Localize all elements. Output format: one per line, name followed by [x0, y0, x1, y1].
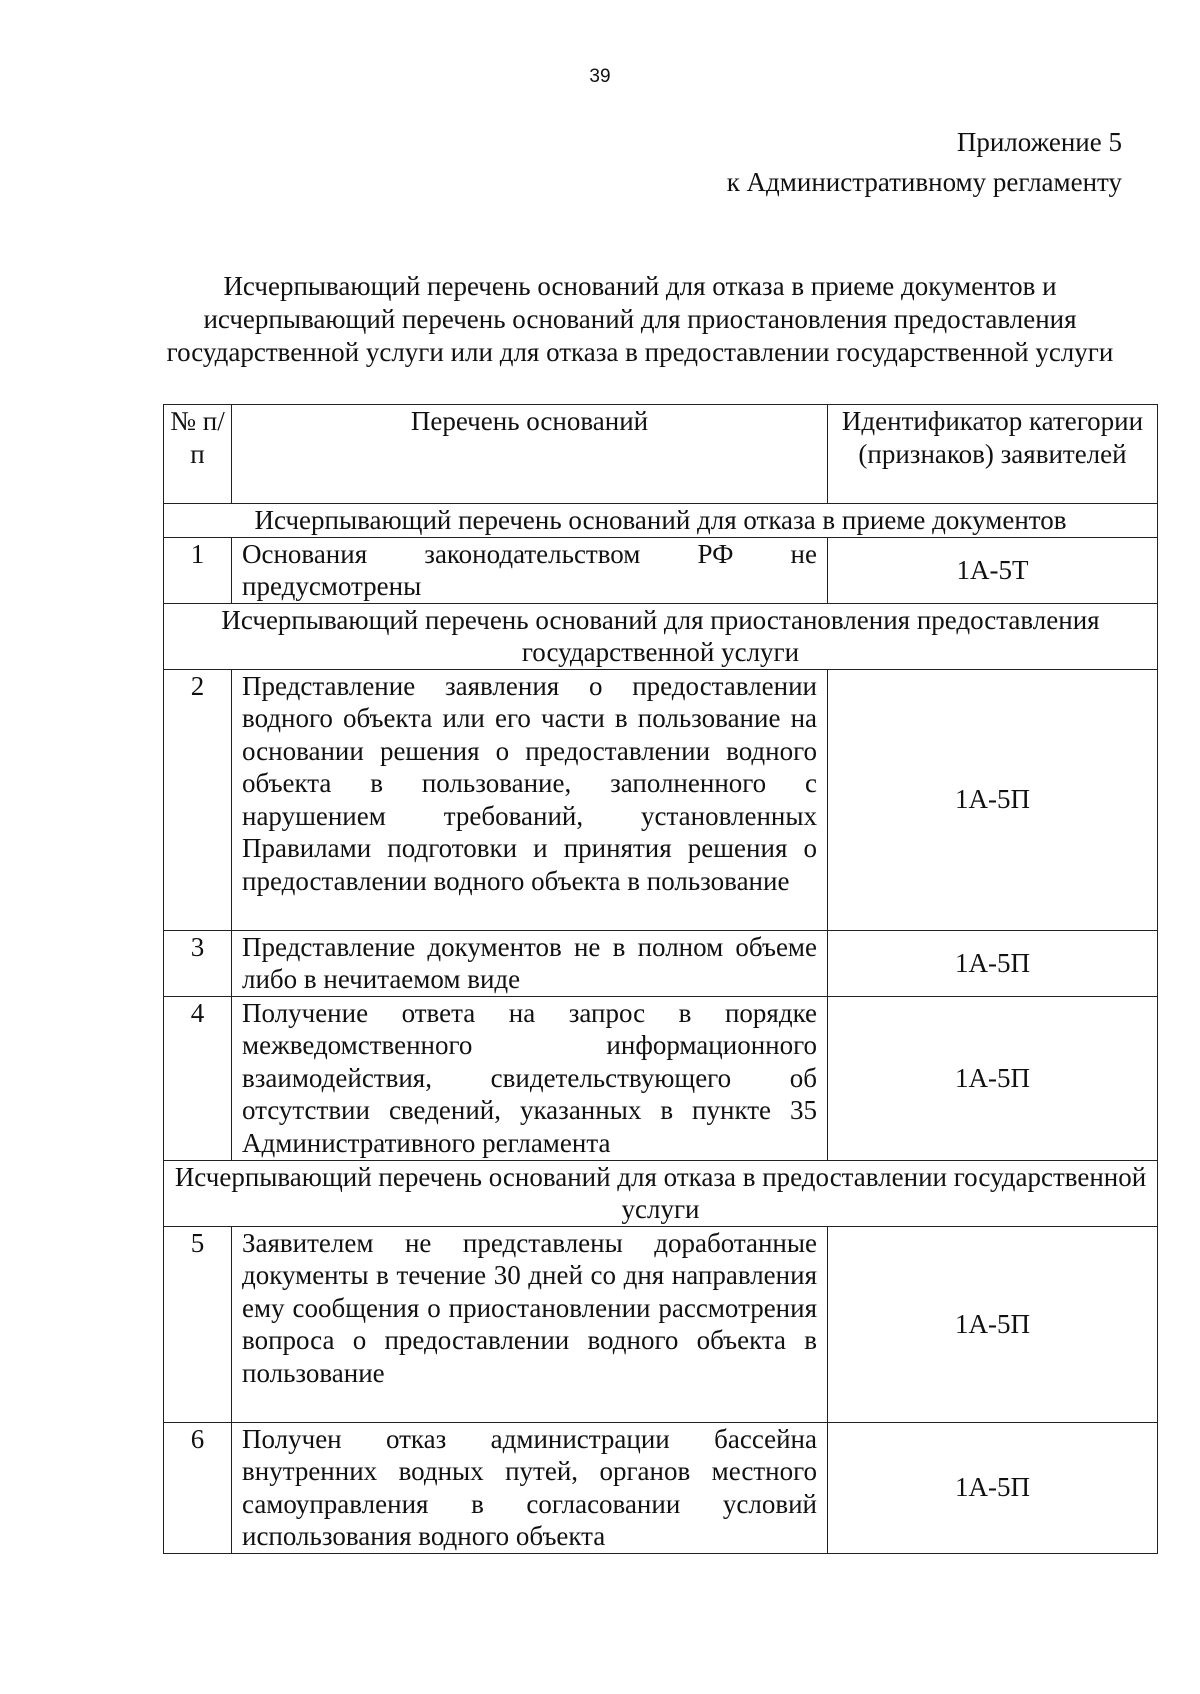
row-grounds: Заявителем не представлены доработанные документы в течение 30 дней со дня направления ему сообщения о приостановлении рассмотрения вопроса о предоставлении водного объекта в пользование — [232, 1226, 828, 1422]
section-row — [164, 1160, 1158, 1226]
document-title: Исчерпывающий перечень оснований для отказа в приеме документов и исчерпывающий перечень оснований для приостановления предоставления государственной услуги или для отказа в предоставлении государственной услуги — [166, 271, 1114, 367]
row-grounds: Получение ответа на запрос в порядке межведомственного информационного взаимодействия, свидетельствующего об отсутствии сведений, указанных в пункте 35 Административного регламента — [232, 996, 828, 1160]
row-grounds: Представление заявления о предоставлении водного объекта или его части в пользование на основании решения о предоставлении водного объекта в пользование, заполненного с нарушением требований, установленных Правилами подготовки и принятия решения о предоставлении водного объекта в пользование — [232, 669, 828, 930]
appendix-line-2: к Административному регламенту — [726, 167, 1122, 197]
row-num: 4 — [164, 996, 232, 1160]
row-num: 1 — [164, 537, 232, 603]
row-grounds: Основания законодательством РФ не предусмотрены — [232, 537, 828, 603]
row-identifier: 1А-5П — [828, 1422, 1158, 1553]
table-row — [164, 669, 1158, 930]
section-title-refusal-service: Исчерпывающий перечень оснований для отказа в предоставлении государственной услуги — [164, 1160, 1158, 1226]
appendix-line-1: Приложение 5 — [956, 127, 1122, 157]
table-row — [164, 1422, 1158, 1553]
grounds-table — [163, 404, 1158, 1554]
appendix-caption — [727, 122, 1122, 202]
row-num: 6 — [164, 1422, 232, 1553]
row-num: 2 — [164, 669, 232, 930]
row-grounds: Представление документов не в полном объеме либо в нечитаемом виде — [232, 930, 828, 996]
row-identifier: 1А-5П — [828, 930, 1158, 996]
header-num: № п/п — [164, 405, 232, 504]
row-num: 3 — [164, 930, 232, 996]
table-row — [164, 1226, 1158, 1422]
table-header-row — [164, 405, 1158, 504]
row-identifier: 1А-5П — [828, 1226, 1158, 1422]
section-title-refusal-acceptance: Исчерпывающий перечень оснований для отказа в приеме документов — [164, 504, 1158, 538]
row-num: 5 — [164, 1226, 232, 1422]
header-grounds: Перечень оснований — [232, 405, 828, 504]
section-row — [164, 603, 1158, 669]
row-grounds: Получен отказ администрации бассейна внутренних водных путей, органов местного самоуправления в согласовании условий использования водного объекта — [232, 1422, 828, 1553]
section-title-suspension: Исчерпывающий перечень оснований для приостановления предоставления государственной услуги — [164, 603, 1158, 669]
table-row — [164, 996, 1158, 1160]
row-identifier: 1А-5Т — [828, 537, 1158, 603]
table-row — [164, 930, 1158, 996]
page-number: 39 — [589, 66, 611, 87]
section-row — [164, 504, 1158, 538]
row-identifier: 1А-5П — [828, 996, 1158, 1160]
table-row — [164, 537, 1158, 603]
header-identifier: Идентификатор категории (признаков) заявителей — [828, 405, 1158, 504]
row-identifier: 1А-5П — [828, 669, 1158, 930]
